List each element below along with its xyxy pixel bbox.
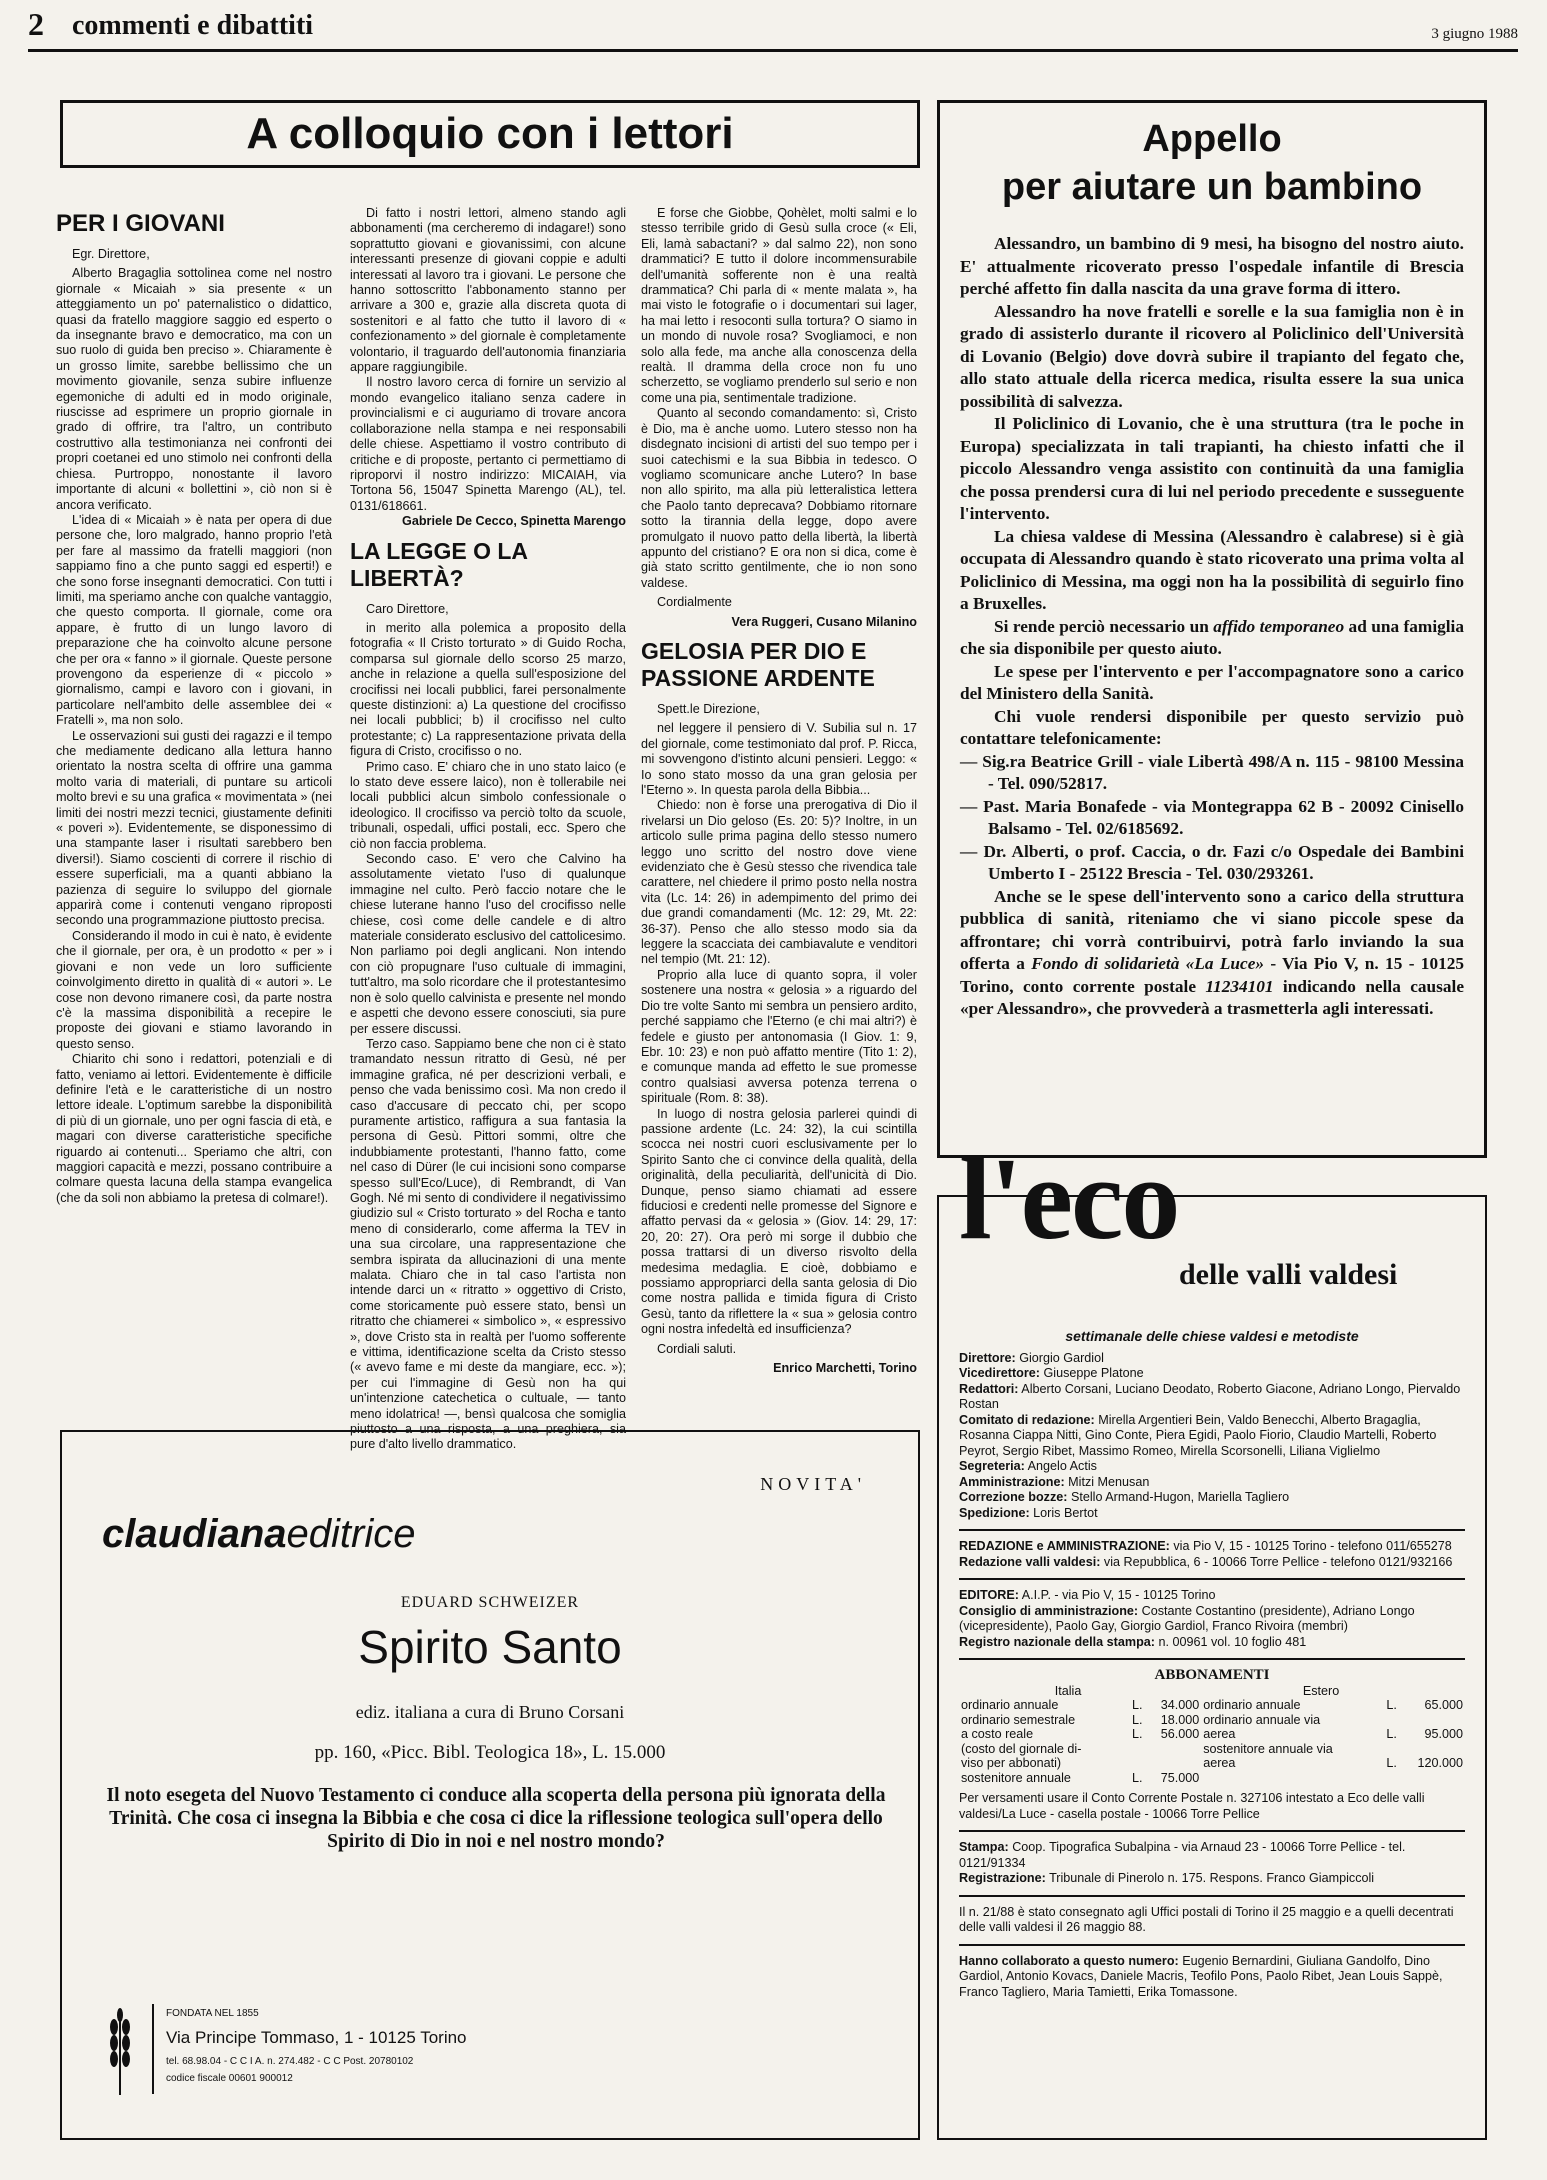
staff-value: Loris Bertot [1033,1505,1098,1520]
abb-value: 65.000 [1424,1698,1463,1712]
signature: Gabriele De Cecco, Spinetta Marengo [402,514,626,529]
eco-subtitle: settimanale delle chiese valdesi e metodiste [1065,1328,1359,1344]
staff-value: Giorgio Gardiol [1019,1350,1104,1365]
value: Costante Costantino (presidente), Adriano Longo (vicepresidente), Paolo Gay, Giorgio Gardiol, Franco Rivoira (membri) [959,1603,1415,1633]
abb-currency: L. [1131,1770,1143,1785]
paragraph: L'idea di « Micaiah » è nata per opera di due persone che, loro malgrado, hanno proprio l'età per fare al massimo da fratelli maggiori (non sappiamo fino a che punto saggi ed esperti!) e che sono forse insegnanti democratici. Con tutti i limiti, ma speriamo anche con qualche vantaggio, che questo comporta. Il giornale, come ora appare, è frutto di un lungo lavoro di preparazione che ha coinvolto alcune persone che per ora « fanno » il giornale. Queste persone provengono da esperienze di « piccolo » giornalismo, campi e lavoro con i giovani, in particolare nell'ambito delle assemblee dei « Fratelli », ma non solo. [56,512,332,728]
abb-value [1144,1756,1201,1771]
closing: Cordiali saluti. [657,1341,737,1356]
stampa-line [959,1840,1465,1871]
publisher-address: Via Principe Tommaso, 1 - 10125 Torino [166,2028,467,2047]
label: EDITORE: [959,1588,1019,1602]
abb-currency: L. [1131,1712,1143,1727]
versamenti-note: Per versamenti usare il Conto Corrente Postale n. 327106 intestato a Eco delle valli valdesi/La Luce - casella postale - 10066 Torre Pellice [959,1791,1425,1821]
abb-value: 18.000 [1160,1712,1200,1727]
abb-label: ordinario semestrale [961,1712,1076,1727]
eco-logo-big: l'eco [959,1133,1179,1264]
paragraph: Le osservazioni sui gusti dei ragazzi e il tempo che mediamente dedicano alla lettura hanno orientato la nostra scelta di offrire una gamma molto varia di materiali, di puntare su articoli molto brevi e su una grafica « movimentata » (nei limiti dei nostri mezzi tecnici, giustamente definiti « poveri »). Evidentemente, se disponessimo di una stampante laser i risultati sarebbero ben diversi!). Siamo coscienti di correre il rischio di essere superficiali, ma a quanti abbiano la pazienza di seguire lo sviluppo del giornale apparirà come i contenuti vengano riproposti secondo una programmazione piuttosto precisa. [56,728,332,928]
book-edition: ediz. italiana a cura di Bruno Corsani [355,1702,625,1722]
registrazione-line [959,1871,1465,1887]
readers-header-text: A colloquio con i lettori [246,109,734,158]
appeal-title-line2: per aiutare un bambino [1001,166,1423,208]
emphasis: Fondo di solidarietà «La Luce» [1031,954,1265,973]
abb-value [1399,1742,1465,1757]
abb-currency [1379,1742,1398,1757]
paragraph: Chiedo: non è forse una prerogativa di Dio il rivelarsi un Dio geloso (Es. 20: 5)? Inoltre, in un articolo sulle prima pagina dello stesso numero leggo uno scritto del nostro dove viene evidenziato che è Gesù stesso che rivendica tale carattere, nel chiedere il primo posto nella nostra vita (Lc. 14: 26) in adempimento del primo dei due grandi comandamenti (Mc. 12: 29, Mt. 22: 36-37). Penso che allo stesso modo sia da leggere la scacciata dei cambiavalute e venditori nel tempio (Mt. 21: 12). [641,798,917,967]
divider [959,1830,1465,1832]
label: Redazione valli valdesi: [959,1554,1101,1569]
col-estero: Estero [1302,1683,1340,1698]
abb-value: 95.000 [1424,1727,1463,1741]
table-row [959,1698,1465,1713]
abb-label: aerea [1203,1727,1236,1741]
table-row [959,1771,1465,1786]
staff-label: Comitato di redazione: [959,1412,1095,1427]
staff-line [959,1459,1465,1475]
staff-line [959,1506,1465,1522]
abb-currency [1379,1771,1398,1786]
paragraph: Proprio alla luce di quanto sopra, il voler sostenere una nostra « gelosia » a riguardo del Dio tre volte Santo mi sembra un pensiero ardito, perché sappiamo che l'Eterno (e chi mai altri?) è fedele e giusto per antonomasia (I Giov. 1: 9, Ebr. 10: 23) e non può affatto mentire (Tito 1: 2), e comunque manda ad effetto le sue promesse contro qualsiasi avversa potenza terrena o spirituale (Rom. 8: 38). [641,967,917,1106]
publisher-logo [102,1512,415,1557]
abb-currency: L. [1386,1756,1397,1770]
abbonamenti-title: ABBONAMENTI [1154,1667,1270,1683]
book-details: pp. 160, «Picc. Bibl. Teologica 18», L. 15.000 [314,1742,666,1763]
eco-staff [959,1351,1465,1522]
text: Anche se le spese dell'intervento sono a carico della struttura pubblica di sanità, riteniamo che vi siano piccole spese da affrontare; chi vorrà contribuirvi, potrà farlo inviando la sua offerta a [960,886,1464,973]
staff-line [959,1351,1465,1367]
contact-list [960,751,1464,886]
paragraph: Il Policlinico di Lovanio, che è una struttura (tra le poche in Europa) specializzata in tali trapianti, ha chiesto infatti che il piccolo Alessandro venga assistito con continuità da una famiglia che possa prendersi cura di lui nel periodo precedente e susseguente l'intervento. [960,414,1464,523]
eco-logo-small: delle valli valdesi [1179,1258,1398,1291]
column-3 [641,206,917,1376]
label: Registro nazionale della stampa: [959,1634,1155,1649]
table-row [959,1742,1465,1757]
staff-label: Spedizione: [959,1505,1030,1520]
article-title: GELOSIA PER DIO E PASSIONE ARDENTE [641,637,875,691]
staff-value: Alberto Corsani, Luciano Deodato, Roberto Giacone, Adriano Longo, Piervaldo Rostan [959,1381,1461,1411]
eco-colophon [937,1133,1487,2140]
book-blurb: Il noto esegeta del Nuovo Testamento ci conduce alla scoperta della persona più ignorata della Trinità. Che cosa ci insegna la Bibbia e che cosa ci dice la riflessione teologica sull'opera dello Spirito di Dio in noi e nel nostro mondo? [106,1785,886,1852]
ad-novita: NOVITA' [760,1474,866,1494]
book-author: EDUARD SCHWEIZER [400,1594,580,1611]
staff-label: Direttore: [959,1350,1016,1365]
abb-label: a costo reale [961,1727,1034,1741]
value: Tribunale di Pinerolo n. 175. Respons. Franco Giampiccoli [1049,1871,1375,1885]
paragraph: In luogo di nostra gelosia parlerei quindi di passione ardente (Lc. 24: 32), la cui scintilla scocca nei nostri cuori esclusivamente per lo Spirito Santo che ci convince della qualità, della originalità, della peculiarità, dell'unicità di Dio. Dunque, penso siamo chiamati ad essere fiduciosi e credenti nelle promesse del Signore e affatto pervasi da « gelosia » (Giov. 14: 29, 17: 20, 20: 27). Ora però mi sorge il dubbio che possa trattarsi di un diverso risvolto della medesima medaglia. E cioè, dobbiamo e possiamo appropriarci della santa gelosia di Dio come nostra pallida e timida figura di Cristo Gesù, tanto da riflettere la « sua » gelosia contro ogni nostra infedeltà ed insufficienza? [641,1106,917,1337]
abbonamenti-rows [959,1698,1465,1785]
abbonamenti-table [959,1684,1465,1699]
publisher-phone: tel. 68.98.04 - C C I A. n. 274.482 - C C Post. 20780102 [166,2056,414,2067]
paragraph: in merito alla polemica a proposito della fotografia « Il Cristo torturato » di Guido Rocha, comparsa sul giornale dello scorso 25 marzo, anche in relazione a quella sull'esposizione del crocifissi nei locali pubblici, farei personalmente queste distinzioni: a) La questione del crocifisso nei locali pubblici; b) il crocifisso nel culto protestante; c) La rappresentazione privata della figura di Cristo, crocifisso o no. [350,620,626,759]
abb-value: 34.000 [1160,1698,1200,1712]
redazione-line [959,1539,1465,1555]
abb-currency: L. [1386,1698,1397,1712]
text: - Via Pio V, n. 15 - 10125 Torino, conto corrente postale [960,954,1465,996]
abb-label: aerea [1203,1756,1236,1770]
paragraph: E forse che Giobbe, Qohèlet, molti salmi e lo stesso terribile grido di Gesù sulla croce (« Eli, Eli, lamà sabactani? » dal salmo 22), non sono drammatici? E tutto il dolore incommensurabile dell'umanità sofferente non è una realtà drammatica? Chi parla di « mente malata », ha mai visto le fotografie o i documentari sui lager, ha mai letto i resoconti sulla tortura? O siamo in un mondo di nuvole rosa? Svogliamoci, e non solo alla fede, ma anche alla conoscenza della realtà. Il dramma della croce non fu uno scherzetto, se vogliamo prenderlo sul serio e non come una pia, sentimentale tradizione. [641,206,917,405]
paragraph: Chi vuole rendersi disponibile per questo servizio può contattare telefonicamente: [960,706,1464,748]
appeal-box [937,100,1487,1158]
staff-line [959,1475,1465,1491]
collaboratori-line [959,1954,1465,2001]
abb-label: (costo del giornale di- [961,1741,1082,1756]
staff-line [959,1366,1465,1382]
emphasis: affido temporaneo [1213,616,1345,636]
table-row [959,1727,1465,1742]
abb-currency [1379,1713,1398,1728]
staff-label: Vicedirettore: [959,1366,1040,1380]
staff-value: Mirella Argentieri Bein, Valdo Benecchi, Alberto Bragaglia, Rosanna Ciappa Nitti, Gino Conte, Piera Egidi, Paolo Fiorio, Claudio Martelli, Roberto Peyrot, Sergio Ribet, Massimo Romeo, Mirella Scorsonelli, Liliana Viglielmo [959,1412,1437,1458]
abb-value [1144,1742,1201,1757]
abb-label: sostenitore annuale [961,1770,1071,1785]
article-title: LA LEGGE O LA LIBERTÀ? [350,537,528,591]
redazione-valli-line [959,1555,1465,1571]
abb-label: viso per abbonati) [961,1756,1062,1770]
closing: Cordialmente [657,595,732,610]
salutation: Caro Direttore, [366,601,449,616]
abb-currency [1125,1756,1144,1771]
paragraph: nel leggere il pensiero di V. Subilia sul n. 17 del giornale, come testimoniato dal prof. P. Ricca, mi sovvengono d'istinto alcuni pensieri. Leggo: « Io sono stato mosso da una gran gelosia per l'Eterno ». In questa parola della Bibbia... [641,721,917,797]
label: Registrazione: [959,1871,1046,1885]
consiglio-line [959,1604,1465,1635]
staff-value: Mitzi Menusan [1068,1474,1150,1489]
appeal-title [960,115,1464,211]
staff-value: Angelo Actis [1027,1459,1097,1473]
paragraph: Alessandro ha nove fratelli e sorelle e la sua famiglia non è in grado di assisterlo durante il ricovero al Policlinico dell'Università di Lovanio (Belgio) dove dovrà subire il trapianto del fegato che, allo stato attuale della ricerca medica, risulta essere la sua unica possibilità di salvezza. [960,301,1464,411]
staff-line [959,1382,1465,1413]
readers-header [60,100,920,168]
paragraph: Chiarito chi sono i redattori, potenziali e di fatto, veniamo ai lettori. Evidentemente è difficile definire l'età e le caratteristiche di un nostro lettore ideale. L'optimum sarebbe la disponibilità di più di un giornale, uno per ogni fascia di età, e magari con diverse caratteristiche specifiche riguardo ai contenuti... Speriamo che altri, con maggiori capacità e mezzi, possano contribuire a colmare questa lacuna della stampa evangelica (che da soli non abbiamo la pretesa di colmare!). [56,1052,332,1205]
abb-label [1201,1771,1379,1786]
signature: Enrico Marchetti, Torino [773,1361,917,1376]
paragraph: Secondo caso. E' vero che Calvino ha assolutamente vietato l'uso di qualunque immagine nel culto. Però faccio notare che le chiese luterane hanno l'uso del crocifisso nelle chiese, così come delle candele e di altro materiale considerato esclusivo del cattolicesimo. Non parliamo poi degli anglicani. Non intendo con ciò propugnare l'uso cultuale di immagini, tutt'altro, ma solo ricordare che il protestantesimo non è solo quello calvinista e presente nel mondo e aspetti che devono essere conosciuti, sia pure per essere discussi. [350,852,626,1036]
wheat-logo-icon [100,2007,140,2097]
abb-label: ordinario annuale via [1203,1712,1321,1727]
value: A.I.P. - via Pio V, 15 - 10125 Torino [1021,1588,1216,1602]
publisher-fiscal: codice fiscale 00601 900012 [166,2073,293,2084]
publisher-logo-bold: claudiana [102,1512,287,1556]
divider [959,1578,1465,1580]
paragraph [960,616,1464,661]
paragraph: Primo caso. E' chiaro che in uno stato laico (e lo stato deve essere laico), non è tollerabile nei locali pubblici alcun simbolo confessionale o ideologico. Il crocifisso va perciò tolto da scuole, tribunali, ospedali, uffici postali, ecc. Spero che ciò non faccia problema. [350,759,626,851]
eco-logo [959,1133,1465,1319]
appeal-title-line1: Appello [1142,118,1282,160]
divider [959,1944,1465,1946]
staff-line [959,1413,1465,1460]
value: via Repubblica, 6 - 10066 Torre Pellice - telefono 0121/932166 [1103,1554,1453,1569]
table-row [959,1713,1465,1728]
abb-value: 120.000 [1417,1756,1463,1770]
registro-line [959,1635,1465,1651]
paragraph: Il nostro lavoro cerca di fornire un servizio al mondo evangelico italiano senza cadere in provincialismi e ci auguriamo di trovare ancora collaborazione nella stampa e nei responsabili delle chiese. Aspettiamo il vostro contributo di critiche e di proposte, pertanto ci permettiamo di riproporvi il nostro indirizzo: MICAIAH, via Tortona 56, 15047 Spinetta Marengo (AL), tel. 0131/618661. [350,375,626,513]
abb-value: 75.000 [1160,1770,1200,1785]
divider [152,2004,154,2094]
issue-date: 3 giugno 1988 [1431,26,1518,42]
salutation: Egr. Direttore, [72,247,150,261]
paragraph: Terzo caso. Sappiamo bene che non ci è stato tramandato nessun ritratto di Gesù, né per immagine grafica, né per descrizioni verbali, e penso che vada benissimo così. Ma non credo il caso d'accusare di peccato chi, per scopo puramente artistico, raffigura a sua fantasia la persona di Gesù. Pittori sommi, oltre che indubbiamente protestanti, l'hanno fatto, come nel caso di Dürer (le cui incisioni sono comparse spesso sull'Eco/Luce), di Rembrandt, di Van Gogh. Né mi sento di condividere il negativissimo giudizio sul « Cristo torturato » del Rocha e tanto meno di considerarlo, come afferma la TEV in una sua circolare, una rappresentazione che sembra ispirata da allucinazioni di una mente malata. Chiaro che in tal caso l'artista non intende darci un « ritratto » oggettivo di Cristo, come storicamente può essere stato, bensì un ritratto che chiamerei « simbolico », « espressivo », dove Cristo sta in realtà per l'uomo sofferente e vittima, identificazione scelta da Cristo stesso (« avevo fame e mi deste da mangiare, ecc. »); per cui l'immagine di Gesù non ha qui un'intenzione catechetica o cultuale, — tanto meno idolatrica! —, bensì qualcosa che somiglia piuttosto a una risposta, a una preghiera, sia pure d'alto livello drammatico. [350,1036,626,1452]
staff-label: Amministrazione: [959,1474,1065,1489]
label: Stampa: [959,1840,1009,1854]
staff-label: Segreteria: [959,1459,1025,1473]
staff-label: Redattori: [959,1381,1019,1396]
page-number: 2 [28,6,44,42]
abb-currency: L. [1131,1727,1143,1741]
paragraph: Alberto Bragaglia sottolinea come nel nostro giornale « Micaiah » sia presente « un atteggiamento un po' paternalistico o didattico, quasi da fratello maggiore saggio ed esperto o da insegnante bravo e democratico, ma con un suo ruolo di guida ben preciso ». Chiaramente è un grosso limite, sarebbe bellissimo che un movimento giovanile, senza subire influenze egemoniche di adulti ed in modo originale, riuscisse ad esprimere un proprio giornale in grado di offrire, tra l'altro, un contributo costruttivo alla testimonianza nei confronti dei propri coetanei ed uno stimolo nei confronti della chiesa. Purtroppo, nonostante il lavoro importante di alcuni « bollettini », ciò non si è ancora verificato. [56,266,332,512]
col-italia: Italia [1054,1683,1082,1698]
book-title: Spirito Santo [358,1621,622,1673]
text: ad una famiglia che sia disponibile per questo aiuto. [960,616,1464,658]
article-title: PER I GIOVANI [56,210,225,237]
abb-label: ordinario annuale [1203,1698,1301,1712]
divider [959,1529,1465,1531]
staff-line [959,1490,1465,1506]
issue-note: Il n. 21/88 è stato consegnato agli Uffici postali di Torino il 25 maggio e a quelli decentrati delle valli valdesi il 26 maggio 88. [959,1904,1454,1934]
table-row [959,1756,1465,1771]
label: Consiglio di amministrazione: [959,1603,1139,1618]
abb-value [1399,1771,1465,1786]
paragraph: La chiesa valdese di Messina (Alessandro è calabrese) si è già occupata di Alessandro quando è stato ricoverato una prima volta al Policlinico di Messina, ma oggi non ha la possibilità di seguirlo fino a Bruxelles. [960,526,1464,613]
value: Eugenio Bernardini, Giuliana Gandolfo, Dino Gardiol, Antonio Kovacs, Daniele Macris, Teofilo Pons, Paolo Ribet, Jean Louis Sappè, Franco Tagliero, Maria Tamietti, Erika Tomassone. [959,1953,1443,1999]
label: REDAZIONE e AMMINISTRAZIONE: [959,1539,1170,1553]
value: via Pio V, 15 - 10125 Torino - telefono 011/655278 [1173,1539,1452,1553]
paragraph: Di fatto i nostri lettori, almeno stando agli abbonamenti (ma cercheremo di indagare!) sono soprattutto giovani e giovanissimi, con alcune interessanti presenze di giovani coppie e adulti interessati al lavoro tra i giovani. Le persone che hanno sottoscritto l'abbonamento stanno per arrivare a 300 e, grazie alla discreta quota di sostenitori e al fatto che tutto il lavoro di « confezionamento » del giornale è completamente volontario, il traguardo dell'autonomia finanziaria appare raggiungibile. [350,206,626,375]
appeal-body [960,233,1464,1021]
contact-item: — Sig.ra Beatrice Grill - viale Libertà 498/A n. 115 - 98100 Messina - Tel. 090/52817. [960,751,1464,793]
abb-value: 56.000 [1160,1727,1200,1741]
abb-label: sostenitore annuale via [1203,1741,1333,1756]
publisher-logo-rest: editrice [286,1512,416,1556]
divider [959,1895,1465,1897]
abb-label: ordinario annuale [961,1698,1059,1712]
value: Coop. Tipografica Subalpina - via Arnaud 23 - 10066 Torre Pellice - tel. 0121/91334 [959,1840,1406,1870]
section-title: commenti e dibattiti [72,10,314,41]
contact-item: — Dr. Alberti, o prof. Caccia, o dr. Fazi c/o Ospedale dei Bambini Umberto I - 25122 Brescia - Tel. 030/293261. [960,841,1464,883]
paragraph: Alessandro, un bambino di 9 mesi, ha bisogno del nostro aiuto. E' attualmente ricoverato presso l'ospedale infantile di Brescia perché affetto fin dalla nascita da una grave forma di ittero. [960,234,1464,298]
article-giovani [56,202,332,1206]
staff-value: Stello Armand-Hugon, Mariella Tagliero [1070,1490,1290,1504]
abb-currency: L. [1131,1698,1143,1712]
contact-item: — Past. Maria Bonafede - via Montegrappa 62 B - 20092 Cinisello Balsamo - Tel. 02/6185692. [960,796,1464,838]
abb-value [1399,1713,1465,1728]
table-header [959,1684,1465,1699]
salutation: Spett.le Direzione, [657,701,760,716]
staff-value: Giuseppe Platone [1043,1366,1144,1380]
label: Hanno collaborato a questo numero: [959,1953,1179,1968]
value: n. 00961 vol. 10 foglio 481 [1158,1634,1307,1649]
paragraph: Quanto al secondo comandamento: sì, Cristo è Dio, ma è anche uomo. Lutero stesso non ha disdegnato incisioni di artisti del suo tempo per i suoi catechismi e la sua Bibbia in tedesco. O vogliamo scomunicare anche Lutero? In base non allo spirito, ma alla più letteralistica lettera che Paolo tanto deprecava? Dobbiamo ritornare sotto la tirannia della legge, dopo avere promulgato il nuovo patto della libertà, la libertà appunto del cristiano? E ora non si dica, come è già stato scritto gentilmente, che io non sono valdese. [641,406,917,590]
claudiana-ad [60,1430,920,2140]
text: Si rende perciò necessario un [994,616,1214,636]
abb-currency [1125,1742,1144,1757]
staff-label: Correzione bozze: [959,1490,1068,1504]
abb-currency: L. [1386,1727,1397,1741]
column-2 [350,206,626,1453]
paragraph [960,886,1464,1021]
divider [959,1658,1465,1660]
paragraph: Considerando il modo in cui è nato, è evidente che il giornale, per ora, è un prodotto « per » i giovani e non vede un loro sufficiente coinvolgimento diretto in qualità di « autori ». Le cose non devono rimanere così, da parte nostra c'è la massima disponibilità a recepire le proposte dei giovani e stiamo lavorando in questo senso. [56,928,332,1051]
paragraph: Le spese per l'intervento e per l'accompagnatore sono a carico del Ministero della Sanità. [960,661,1464,703]
masthead [28,6,1518,52]
editore-line [959,1588,1465,1604]
signature: Vera Ruggeri, Cusano Milanino [731,614,917,629]
emphasis: 11234101 [1205,976,1274,996]
text: indicando nella causale «per Alessandro», che provvederà a trasmetterla agli interessati. [960,976,1464,1018]
founded-text: FONDATA NEL 1855 [166,2008,259,2019]
